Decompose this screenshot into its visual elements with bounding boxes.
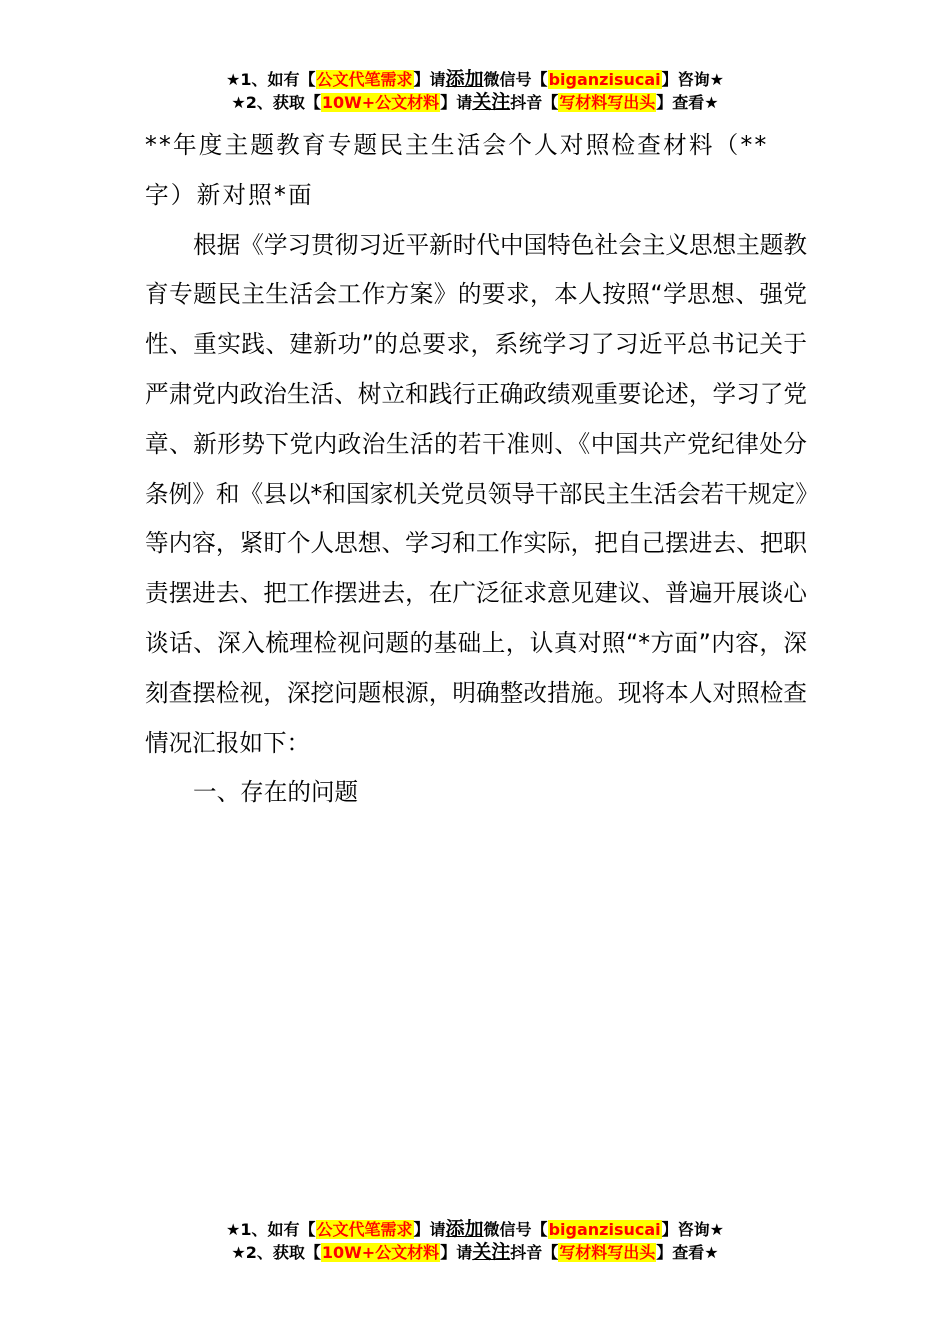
banner-highlight: 10W+公文材料 <box>321 93 440 112</box>
document-title: **年度主题教育专题民主生活会个人对照检查材料（**字）新对照*面 <box>145 131 769 209</box>
footer-banner <box>0 1218 950 1264</box>
banner-line-1: ★1、如有【公文代笔需求】请添加微信号【biganzisucai】咨询★ <box>226 1218 724 1240</box>
banner-highlight: 10W+公文材料 <box>321 1243 440 1262</box>
banner-highlight: biganzisucai <box>548 1220 661 1239</box>
banner-highlight: 写材料写出头 <box>559 93 656 112</box>
banner-line-2: ★2、获取【10W+公文材料】请关注抖音【写材料写出头】查看★ <box>231 91 719 113</box>
banner-line-1: ★1、如有【公文代笔需求】请添加微信号【biganzisucai】咨询★ <box>226 68 724 90</box>
banner-line-2: ★2、获取【10W+公文材料】请关注抖音【写材料写出头】查看★ <box>231 1241 719 1263</box>
banner-highlight: 写材料写出头 <box>559 1243 656 1262</box>
banner-highlight: biganzisucai <box>548 70 661 89</box>
banner-highlight: 公文代笔需求 <box>316 70 413 89</box>
intro-paragraph: 根据《学习贯彻习近平新时代中国特色社会主义思想主题教育专题民主生活会工作方案》的要求，本人按照“学思想、强党性、重实践、建新功”的总要求，系统学习了习近平总书记关于严肃党内政治生活、树立和践行正确政绩观重要论述，学习了党章、新形势下党内政治生活的若干准则、《中国共产党纪律处分条例》和《县以*和国家机关党员领导干部民主生活会若干规定》等内容，紧盯个人思想、学习和工作实际，把自己摆进去、把职责摆进去、把工作摆进去，在广泛征求意见建议、普遍开展谈心谈话、深入梳理检视问题的基础上，认真对照“*方面”内容，深刻查摆检视，深挖问题根源，明确整改措施。现将本人对照检查情况汇报如下： <box>145 230 807 757</box>
section-heading-1: 一、存在的问题 <box>193 778 359 807</box>
header-banner <box>0 68 950 114</box>
banner-highlight: 公文代笔需求 <box>316 1220 413 1239</box>
document-body <box>145 121 807 818</box>
